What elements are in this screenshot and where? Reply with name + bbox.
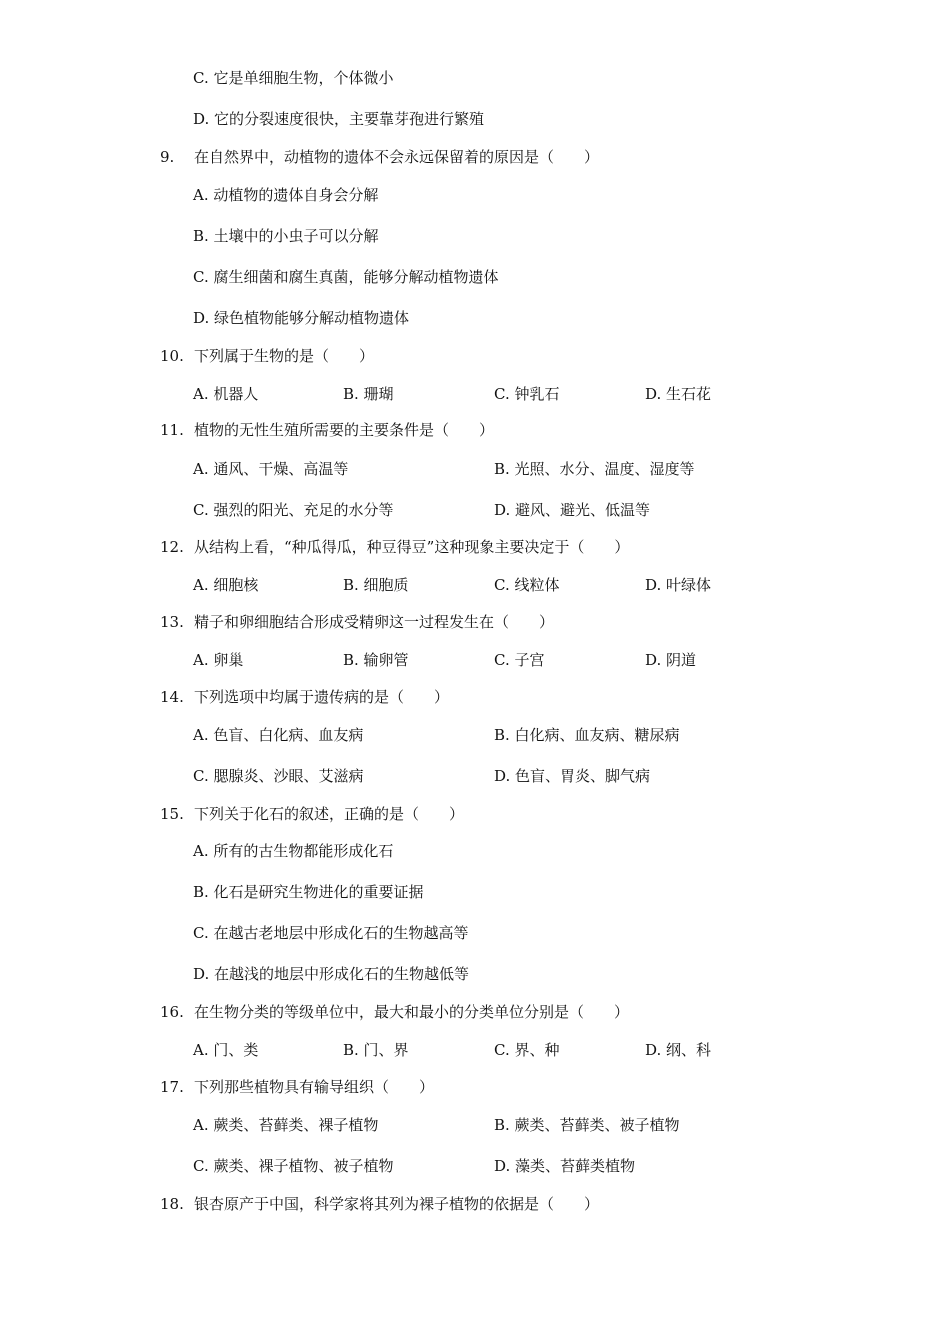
question-number: 15. (160, 805, 184, 823)
question-stem (160, 612, 554, 632)
answer-option: C. 强烈的阳光、充足的水分等 (193, 501, 394, 519)
answer-option: B. 化石是研究生物进化的重要证据 (193, 883, 424, 901)
answer-option: C. 蕨类、裸子植物、被子植物 (193, 1157, 394, 1175)
question-text: 从结构上看，“种瓜得瓜，种豆得豆”这种现象主要决定于（ ） (194, 538, 630, 556)
answer-option: D. 它的分裂速度很快，主要靠芽孢进行繁殖 (193, 110, 485, 128)
question-stem (160, 420, 494, 440)
question-stem (160, 804, 464, 824)
question-number: 11. (160, 421, 184, 439)
question-stem (160, 537, 629, 557)
question-number: 13. (160, 613, 184, 631)
answer-option: B. 白化病、血友病、糖尿病 (494, 726, 680, 744)
question-number: 16. (160, 1003, 184, 1021)
question-number: 17. (160, 1078, 184, 1096)
answer-option: A. 细胞核 (193, 576, 259, 594)
question-text: 下列属于生物的是（ ） (194, 347, 375, 365)
question-text: 在生物分类的等级单位中，最大和最小的分类单位分别是（ ） (194, 1003, 630, 1021)
answer-option: A. 色盲、白化病、血友病 (193, 726, 364, 744)
answer-option: C. 线粒体 (494, 576, 560, 594)
question-number: 10. (160, 347, 184, 365)
answer-option: A. 卵巢 (193, 651, 244, 669)
answer-option: B. 珊瑚 (343, 385, 394, 403)
answer-option: A. 蕨类、苔藓类、裸子植物 (193, 1116, 379, 1134)
question-text: 精子和卵细胞结合形成受精卵这一过程发生在（ ） (194, 613, 555, 631)
answer-option: D. 生石花 (645, 385, 712, 403)
question-text: 下列选项中均属于遗传病的是（ ） (194, 688, 450, 706)
answer-option: B. 光照、水分、温度、湿度等 (494, 460, 695, 478)
answer-option: B. 土壤中的小虫子可以分解 (193, 227, 379, 245)
answer-option: D. 纲、科 (645, 1041, 712, 1059)
answer-option: A. 所有的古生物都能形成化石 (193, 842, 394, 860)
question-stem (160, 1002, 629, 1022)
answer-option: A. 机器人 (193, 385, 259, 403)
answer-option: D. 阴道 (645, 651, 697, 669)
answer-option: B. 细胞质 (343, 576, 409, 594)
question-text: 在自然界中，动植物的遗体不会永远保留着的原因是（ ） (194, 148, 600, 166)
question-number: 14. (160, 688, 184, 706)
answer-option: B. 输卵管 (343, 651, 409, 669)
question-stem (160, 346, 374, 366)
answer-option: D. 避风、避光、低温等 (494, 501, 651, 519)
answer-option: C. 钟乳石 (494, 385, 560, 403)
question-text: 植物的无性生殖所需要的主要条件是（ ） (194, 421, 495, 439)
question-number: 18. (160, 1195, 184, 1213)
answer-option: A. 门、类 (193, 1041, 259, 1059)
answer-option: C. 界、种 (494, 1041, 560, 1059)
answer-option: B. 门、界 (343, 1041, 409, 1059)
answer-option: C. 腐生细菌和腐生真菌，能够分解动植物遗体 (193, 268, 499, 286)
question-text: 银杏原产于中国，科学家将其列为裸子植物的依据是（ ） (194, 1195, 600, 1213)
answer-option: A. 通风、干燥、高温等 (193, 460, 349, 478)
answer-option: B. 蕨类、苔藓类、被子植物 (494, 1116, 680, 1134)
answer-option: A. 动植物的遗体自身会分解 (193, 186, 379, 204)
answer-option: C. 腮腺炎、沙眼、艾滋病 (193, 767, 364, 785)
question-text: 下列那些植物具有输导组织（ ） (194, 1078, 435, 1096)
question-stem (160, 1077, 434, 1097)
answer-option: D. 叶绿体 (645, 576, 712, 594)
answer-option: D. 色盲、胃炎、脚气病 (494, 767, 651, 785)
question-number: 12. (160, 538, 184, 556)
question-stem (160, 687, 449, 707)
answer-option: C. 它是单细胞生物，个体微小 (193, 69, 394, 87)
answer-option: D. 藻类、苔藓类植物 (494, 1157, 636, 1175)
question-stem (160, 1194, 599, 1214)
answer-option: C. 子宫 (494, 651, 545, 669)
answer-option: D. 绿色植物能够分解动植物遗体 (193, 309, 410, 327)
question-stem (160, 147, 599, 167)
question-text: 下列关于化石的叙述，正确的是（ ） (194, 805, 465, 823)
answer-option: D. 在越浅的地层中形成化石的生物越低等 (193, 965, 470, 983)
question-number: 9. (160, 148, 175, 166)
answer-option: C. 在越古老地层中形成化石的生物越高等 (193, 924, 469, 942)
